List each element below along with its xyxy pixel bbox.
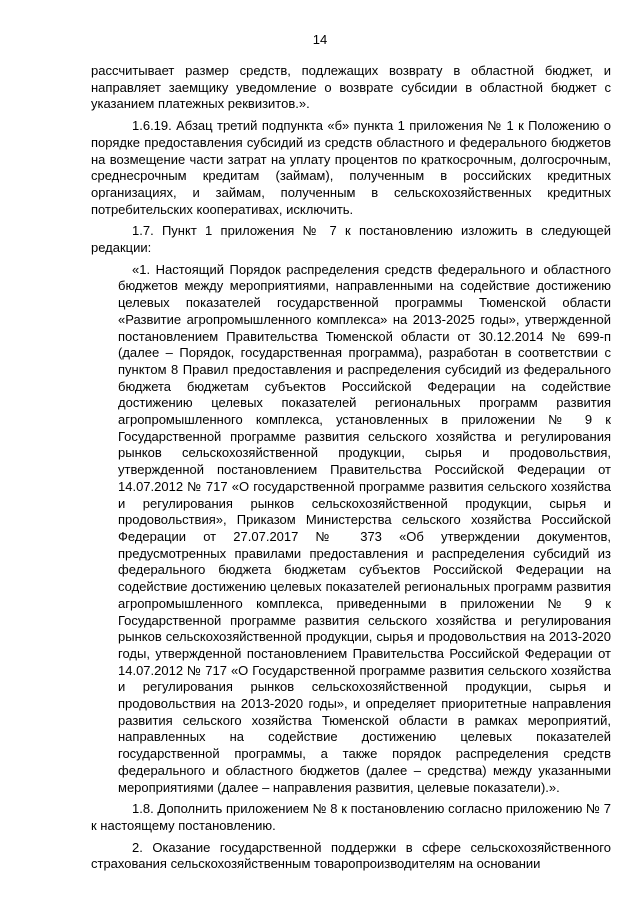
- page-number: 14: [312, 32, 328, 47]
- document-body: [91, 63, 611, 873]
- paragraph-1-6-19: 1.6.19. Абзац третий подпункта «б» пункта 1 приложения № 1 к Положению о порядке предоставления субсидий из средств областного и федерального бюджетов на возмещение части затрат на уплату процентов по краткосрочным, долгосрочным, среднесрочным кредитам (займам), полученным в российских кредитных организациях, и займам, полученным в сельскохозяйственных кредитных потребительских кооперативах, исключить.: [91, 118, 611, 217]
- paragraph-1-8: 1.8. Дополнить приложением № 8 к постановлению согласно приложению № 7 к настоящему постановлению.: [91, 801, 611, 833]
- paragraph-continuation: рассчитывает размер средств, подлежащих возврату в областной бюджет, и направляет заемщику уведомление о возврате субсидии в областной бюджет с указанием платежных реквизитов.».: [91, 63, 611, 112]
- paragraph-1-7: 1.7. Пункт 1 приложения № 7 к постановлению изложить в следующей редакции:: [91, 223, 611, 256]
- paragraph-quoted-point-1: «1. Настоящий Порядок распределения средств федерального и областного бюджетов между мероприятиями, направленными на содействие достижению целевых показателей государственной программы Тюменской области «Развитие агропромышленного комплекса» на 2013-2025 годы», утвержденной постановлением Правительства Тюменской области от 30.12.2014 № 699-п (далее – Порядок, государственная программа), разработан в соответствии с пунктом 8 Правил предоставления и распределения субсидий из федерального бюджета бюджетам субъектов Российской Федерации на содействие достижению целевых показателей региональных программ развития агропромышленного комплекса, установленных в приложении № 9 к Государственной программе развития сельского хозяйства и регулирования рынков сельскохозяйственной продукции, сырья и продовольствия, утвержденной постановлением Правительства Российской Федерации от 14.07.2012 № 717 «О государственной программе развития сельского хозяйства и регулирования рынков сельскохозяйственной продукции, сырья и продовольствия», Приказом Министерства сельского хозяйства Российской Федерации от 27.07.2017 № 373 «Об утверждении документов, предусмотренных правилами предоставления и распределения субсидий из федерального бюджета бюджетам субъектов Российской Федерации на содействие достижению целевых показателей региональных программ развития агропромышленного комплекса, приведенными в приложении № 9 к Государственной программе развития сельского хозяйства и регулирования рынков сельскохозяйственной продукции, сырья и продовольствия на 2013-2020 годы, утвержденной постановлением Правительства Российской Федерации от 14.07.2012 № 717 «О Государственной программе развития сельского хозяйства и регулирования рынков сельскохозяйственной продукции, сырья и продовольствия на 2013-2020 годы», и определяет приоритетные направления развития сельского хозяйства Тюменской области в рамках мероприятий, направленных на содействие достижению целевых показателей государственной программы, а также порядок распределения средств федерального и областного бюджетов (далее – средства) между указанными мероприятиями (далее – направления развития, целевые показатели).».: [118, 261, 611, 795]
- paragraph-2: 2. Оказание государственной поддержки в сфере сельскохозяйственного страхования сельскохозяйственным товаропроизводителям на основании: [91, 839, 611, 872]
